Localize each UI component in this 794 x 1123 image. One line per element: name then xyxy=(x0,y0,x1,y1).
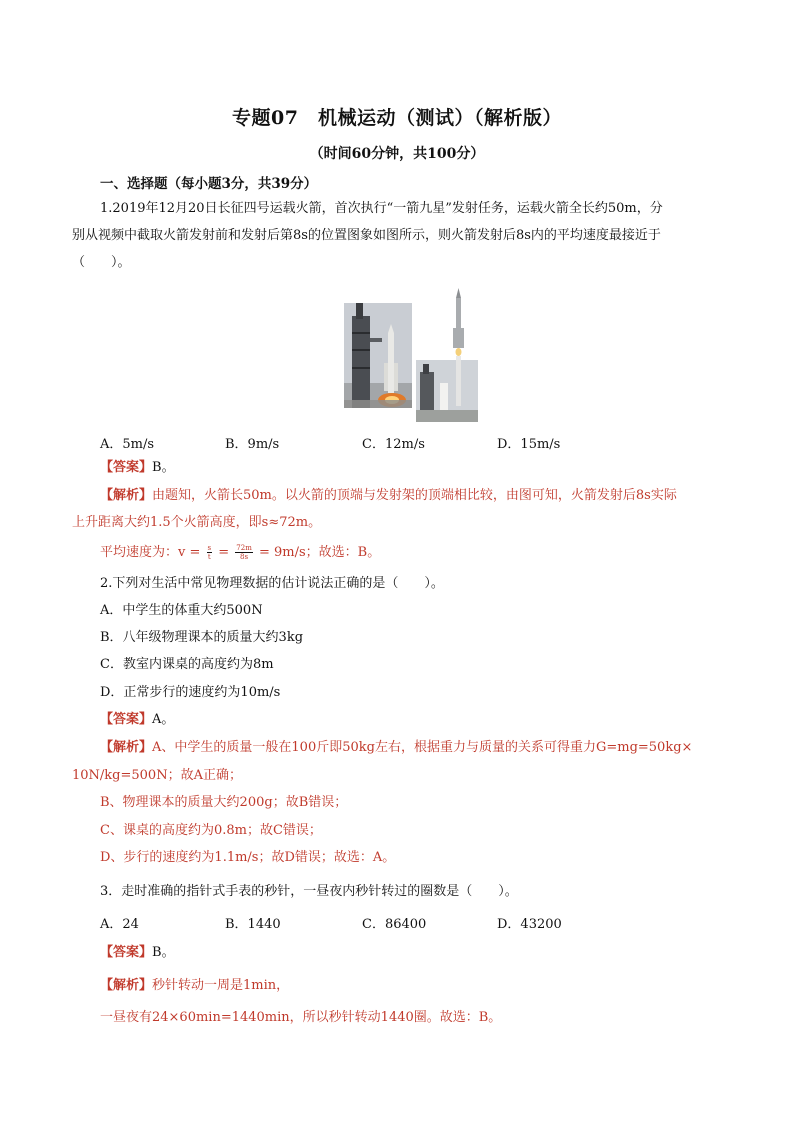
q1-analysis-text1: 由题知，火箭长50m。以火箭的顶端与发射架的顶端相比较，由图可知，火箭发射后8s实际 xyxy=(152,488,677,503)
q1-stem-line2: 别从视频中截取火箭发射前和发射后第8s的位置图象如图所示，则火箭发射后8s内的平均速度最接近于 xyxy=(72,228,661,243)
rocket-before-launch-image xyxy=(344,303,412,408)
q2-option-a: A．中学生的体重大约500N xyxy=(100,603,263,618)
q3-answer-value: B。 xyxy=(152,945,175,960)
q1-option-c: C．12m/s xyxy=(362,437,425,452)
q3-option-a: A．24 xyxy=(100,917,139,932)
section-heading: 一、选择题（每小题3分，共39分） xyxy=(100,176,318,192)
page-title: 专题07 机械运动（测试）（解析版） xyxy=(232,107,562,129)
q2-analysis-b: B、物理课本的质量大约200g；故B错误； xyxy=(100,795,348,810)
q2-analysis-c: C、课桌的高度约为0.8m；故C错误； xyxy=(100,823,322,838)
q1-speed-line xyxy=(100,544,380,562)
q2-answer xyxy=(100,711,174,729)
q2-analysis-text1: A、中学生的质量一般在100斤即50kg左右，根据重力与质量的关系可得重力G=mg=50kg× xyxy=(152,740,693,755)
rocket-after-launch-image xyxy=(416,288,478,422)
rocket-launch-figure xyxy=(344,288,478,423)
q1-option-a: A．5m/s xyxy=(100,437,155,452)
q3-analysis-line2: 一昼夜有24×60min=1440min，所以秒针转动1440圈。故选：B。 xyxy=(100,1010,502,1025)
q3-answer xyxy=(100,944,175,962)
answer-tag: 【答案】 xyxy=(100,945,153,960)
q2-answer-value: A。 xyxy=(152,712,175,727)
q2-option-c: C．教室内课桌的高度约为8m xyxy=(100,657,274,672)
page-subtitle: （时间60分钟，共100分） xyxy=(309,146,485,162)
q2-analysis-d: D、步行的速度约为1.1m/s；故D错误；故选：A。 xyxy=(100,850,396,865)
analysis-tag: 【解析】 xyxy=(100,740,153,755)
q1-analysis-line1 xyxy=(100,487,677,505)
fraction-72m-over-8s: $\frac{72m}{8s}$ xyxy=(236,544,252,561)
q3-option-b: B．1440 xyxy=(225,917,281,932)
q2-analysis-line2: 10N/kg=500N；故A正确； xyxy=(72,768,242,783)
q1-stem-line1: 1.2019年12月20日长征四号运载火箭，首次执行“一箭九星”发射任务，运载火箭全长约50m，分 xyxy=(100,201,663,216)
q2-stem: 2.下列对生活中常见物理数据的估计说法正确的是（ ）。 xyxy=(100,576,444,591)
q3-stem: 3．走时准确的指针式手表的秒针，一昼夜内秒针转过的圈数是（ ）。 xyxy=(100,884,518,899)
q3-option-c: C．86400 xyxy=(362,917,427,932)
equals-sign: = xyxy=(218,545,230,560)
analysis-tag: 【解析】 xyxy=(100,488,153,503)
q2-option-d: D．正常步行的速度约为10m/s xyxy=(100,685,281,700)
q1-answer xyxy=(100,459,175,477)
q1-speed-prefix: 平均速度为：v = xyxy=(100,545,201,560)
analysis-tag: 【解析】 xyxy=(100,978,153,993)
q1-option-b: B．9m/s xyxy=(225,437,280,452)
q1-speed-suffix: = 9m/s；故选：B。 xyxy=(258,545,381,560)
q1-option-d: D．15m/s xyxy=(497,437,561,452)
q3-option-d: D．43200 xyxy=(497,917,562,932)
q2-option-b: B．八年级物理课本的质量大约3kg xyxy=(100,630,304,645)
q2-analysis-line1 xyxy=(100,739,692,757)
answer-tag: 【答案】 xyxy=(100,460,153,475)
q3-analysis-line1 xyxy=(100,977,289,995)
answer-tag: 【答案】 xyxy=(100,712,153,727)
q1-analysis-line2: 上升距离大约1.5个火箭高度，即s≈72m。 xyxy=(72,515,322,530)
q3-analysis-text1: 秒针转动一周是1min， xyxy=(152,978,290,993)
q1-stem-line3: （ ）。 xyxy=(72,255,131,270)
fraction-s-over-t: $\frac{s}{t}$ xyxy=(207,544,212,561)
q1-answer-value: B。 xyxy=(152,460,175,475)
